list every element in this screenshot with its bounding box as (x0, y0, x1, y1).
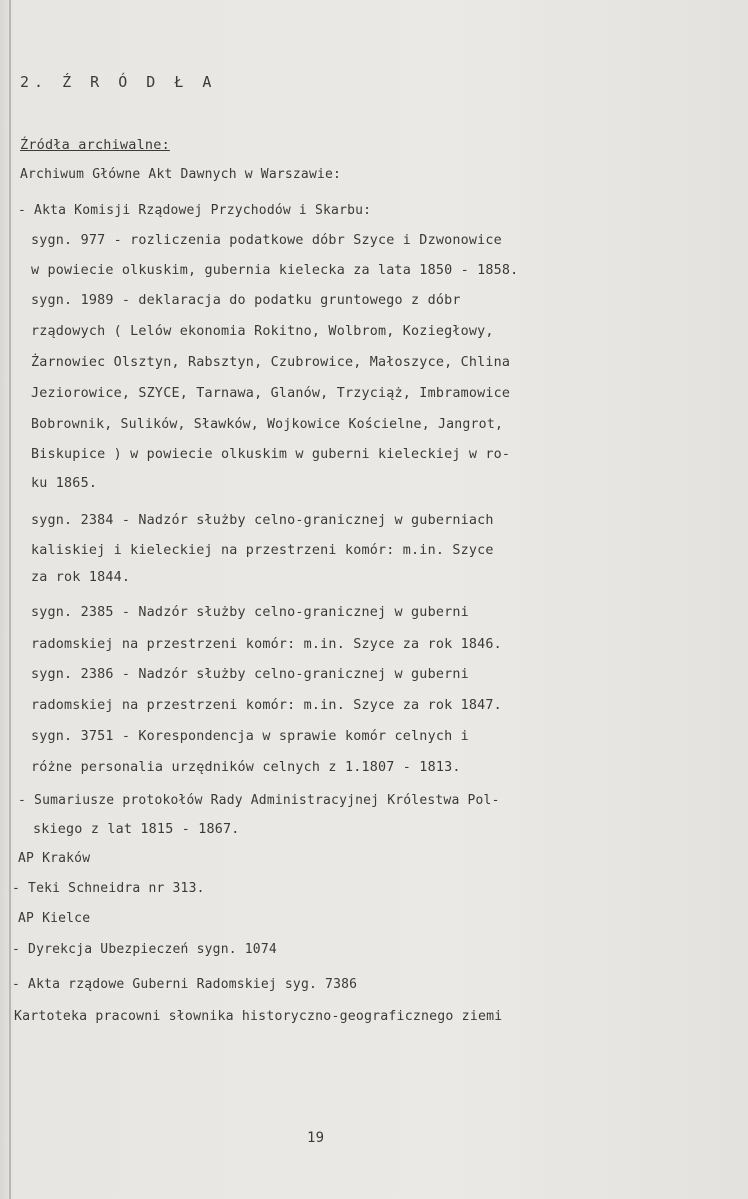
page-edge (9, 0, 11, 1199)
page-number: 19 (307, 1130, 325, 1146)
text-line: Żarnowiec Olsztyn, Rabsztyn, Czubrowice, Małoszyce, Chlina (31, 355, 511, 370)
subheading: Źródła archiwalne: (20, 137, 170, 153)
text-line: sygn. 2386 - Nadzór służby celno-granicznej w guberni (31, 667, 469, 682)
text-line: AP Kraków (18, 851, 91, 866)
text-line: sygn. 2385 - Nadzór służby celno-granicznej w guberni (31, 605, 469, 620)
text-line: za rok 1844. (31, 570, 131, 585)
text-line: sygn. 2384 - Nadzór służby celno-granicznej w guberniach (31, 513, 494, 528)
text-line: Bobrownik, Sulików, Sławków, Wojkowice Kościelne, Jangrot, (31, 417, 504, 432)
text-line: różne personalia urzędników celnych z 1.1807 - 1813. (31, 760, 461, 775)
text-line: Jeziorowice, SZYCE, Tarnawa, Glanów, Trzyciąż, Imbramowice (31, 386, 511, 401)
text-line: sygn. 977 - rozliczenia podatkowe dóbr Szyce i Dzwonowice (31, 233, 502, 248)
text-line: radomskiej na przestrzeni komór: m.in. Szyce za rok 1847. (31, 698, 502, 713)
text-line: w powiecie olkuskim, gubernia kielecka za lata 1850 - 1858. (31, 263, 519, 278)
text-line: rządowych ( Lelów ekonomia Rokitno, Wolbrom, Koziegłowy, (31, 324, 494, 339)
text-line: sygn. 3751 - Korespondencja w sprawie komór celnych i (31, 729, 469, 744)
text-line: Biskupice ) w powiecie olkuskim w guberni kieleckiej w ro- (31, 447, 511, 462)
text-line: skiego z lat 1815 - 1867. (33, 822, 240, 837)
text-line: - Sumariusze protokołów Rady Administracyjnej Królestwa Pol- (18, 793, 500, 808)
section-heading: 2. Ź R Ó D Ł A (20, 73, 217, 91)
text-line: - Akta Komisji Rządowej Przychodów i Skarbu: (18, 203, 372, 218)
text-line: Kartoteka pracowni słownika historyczno-geograficznego ziemi (14, 1009, 503, 1024)
text-line: - Dyrekcja Ubezpieczeń sygn. 1074 (12, 942, 277, 957)
text-line: - Teki Schneidra nr 313. (12, 881, 205, 896)
text-line: ku 1865. (31, 476, 98, 491)
text-line: - Akta rządowe Guberni Radomskiej syg. 7386 (12, 977, 358, 992)
text-line: kaliskiej i kieleckiej na przestrzeni komór: m.in. Szyce (31, 543, 494, 558)
text-line: sygn. 1989 - deklaracja do podatku gruntowego z dóbr (31, 293, 461, 308)
text-line: AP Kielce (18, 911, 91, 926)
text-line: radomskiej na przestrzeni komór: m.in. Szyce za rok 1846. (31, 637, 502, 652)
text-line: Archiwum Główne Akt Dawnych w Warszawie: (20, 167, 342, 182)
